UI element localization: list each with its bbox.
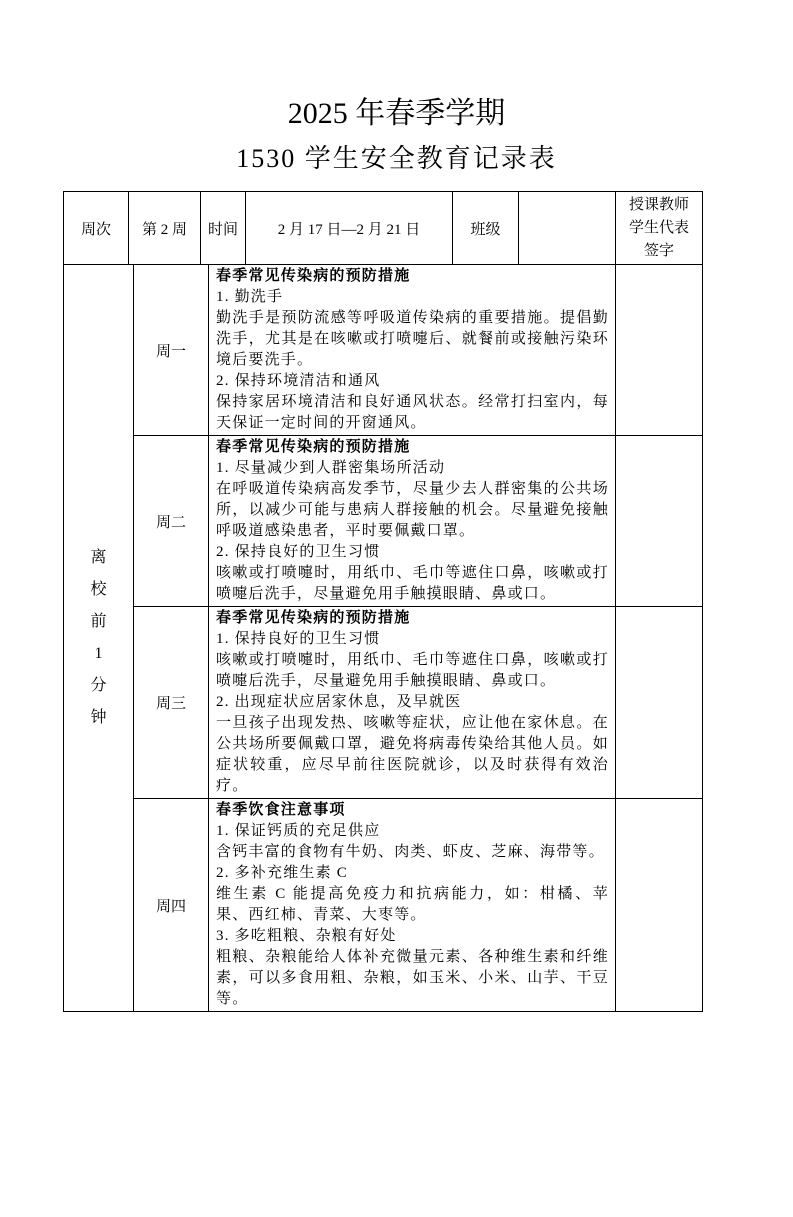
content-line: 2. 出现症状应居家休息，及早就医 [216,694,462,710]
content-line: 一旦孩子出现发热、咳嗽等症状，应让他在家休息。在公共场所要佩戴口罩，避免将病毒传染给其他人员。如症状较重，应尽早前往医院就诊，以及时获得有效治疗。 [216,715,609,794]
header-row [64,192,703,265]
content-line: 2. 保持良好的卫生习惯 [216,544,381,560]
day-cell-monday: 周一 [134,265,209,436]
table-row-wednesday [64,607,703,799]
header-table [63,191,703,265]
content-heading: 春季常见传染病的预防措施 [216,439,411,455]
left-banner-char: 校 [90,581,107,598]
signature-cell-wednesday [616,607,703,799]
content-line: 粗粮、杂粮能给人体补充微量元素、各种维生素和纤维素，可以多食用粗、杂粮，如玉米、小米、山芋、干豆等。 [216,949,609,1007]
content-line: 2. 保持环境清洁和通风 [216,373,381,389]
content-line: 2. 多补充维生素 C [216,865,348,881]
content-line: 含钙丰富的食物有牛奶、肉类、虾皮、芝麻、海带等。 [216,844,605,860]
content-cell-monday [209,265,616,436]
content-line: 1. 勤洗手 [216,289,284,305]
content-line: 1. 保持良好的卫生习惯 [216,631,381,647]
left-banner-char: 前 [90,613,107,630]
table-row-tuesday [64,436,703,607]
page-subtitle: 1530 学生安全教育记录表 [236,144,557,173]
content-cell-wednesday [209,607,616,799]
signature-header-line: 授课教师 [628,196,689,213]
content-heading: 春季饮食注意事项 [216,802,346,818]
content-line: 勤洗手是预防流感等呼吸道传染病的重要措施。提倡勤洗手，尤其是在咳嗽或打喷嚏后、就餐前或接触污染环境后要洗手。 [216,310,609,368]
time-value-cell: 2 月 17 日—2 月 21 日 [246,192,453,265]
signature-cell-monday [616,265,703,436]
content-line: 1. 尽量减少到人群密集场所活动 [216,460,446,476]
class-label-cell: 班级 [453,192,519,265]
week-label-cell: 周次 [64,192,129,265]
content-heading: 春季常见传染病的预防措施 [216,610,411,626]
content-line: 1. 保证钙质的充足供应 [216,823,381,839]
content-line: 在呼吸道传染病高发季节，尽量少去人群密集的公共场所，以减少可能与患病人群接触的机会。尽量避免接触呼吸道感染患者，平时要佩戴口罩。 [216,481,609,539]
signature-header-line: 学生代表 [628,219,689,236]
day-cell-tuesday: 周二 [134,436,209,607]
signature-header-cell [616,192,703,265]
content-cell-tuesday [209,436,616,607]
signature-header-line: 签字 [643,242,674,259]
left-banner-char: 分 [90,677,107,694]
left-banner-char: 离 [90,549,107,566]
left-banner-cell [64,265,134,1012]
content-line: 3. 多吃粗粮、杂粮有好处 [216,928,397,944]
page-title: 2025 年春季学期 [287,97,506,130]
content-cell-thursday [209,799,616,1012]
left-banner-char: 1 [94,645,103,662]
content-line: 维生素 C 能提高免疫力和抗病能力，如：柑橘、苹果、西红柿、青菜、大枣等。 [216,886,609,923]
content-line: 咳嗽或打喷嚏时，用纸巾、毛巾等遮住口鼻，咳嗽或打喷嚏后洗手，尽量避免用手触摸眼睛、鼻或口。 [216,652,609,689]
table-row-monday [64,265,703,436]
day-cell-thursday: 周四 [134,799,209,1012]
time-label-cell: 时间 [201,192,246,265]
class-value-cell [519,192,616,265]
left-banner-char: 钟 [90,709,107,726]
body-table [63,264,703,1012]
content-line: 咳嗽或打喷嚏时，用纸巾、毛巾等遮住口鼻，咳嗽或打喷嚏后洗手，尽量避免用手触摸眼睛、鼻或口。 [216,565,609,602]
signature-cell-tuesday [616,436,703,607]
content-heading: 春季常见传染病的预防措施 [216,268,411,284]
day-cell-wednesday: 周三 [134,607,209,799]
signature-cell-thursday [616,799,703,1012]
week-value-cell: 第 2 周 [129,192,201,265]
table-row-thursday [64,799,703,1012]
record-table [63,191,702,1012]
content-line: 保持家居环境清洁和良好通风状态。经常打扫室内，每天保证一定时间的开窗通风。 [216,394,609,431]
